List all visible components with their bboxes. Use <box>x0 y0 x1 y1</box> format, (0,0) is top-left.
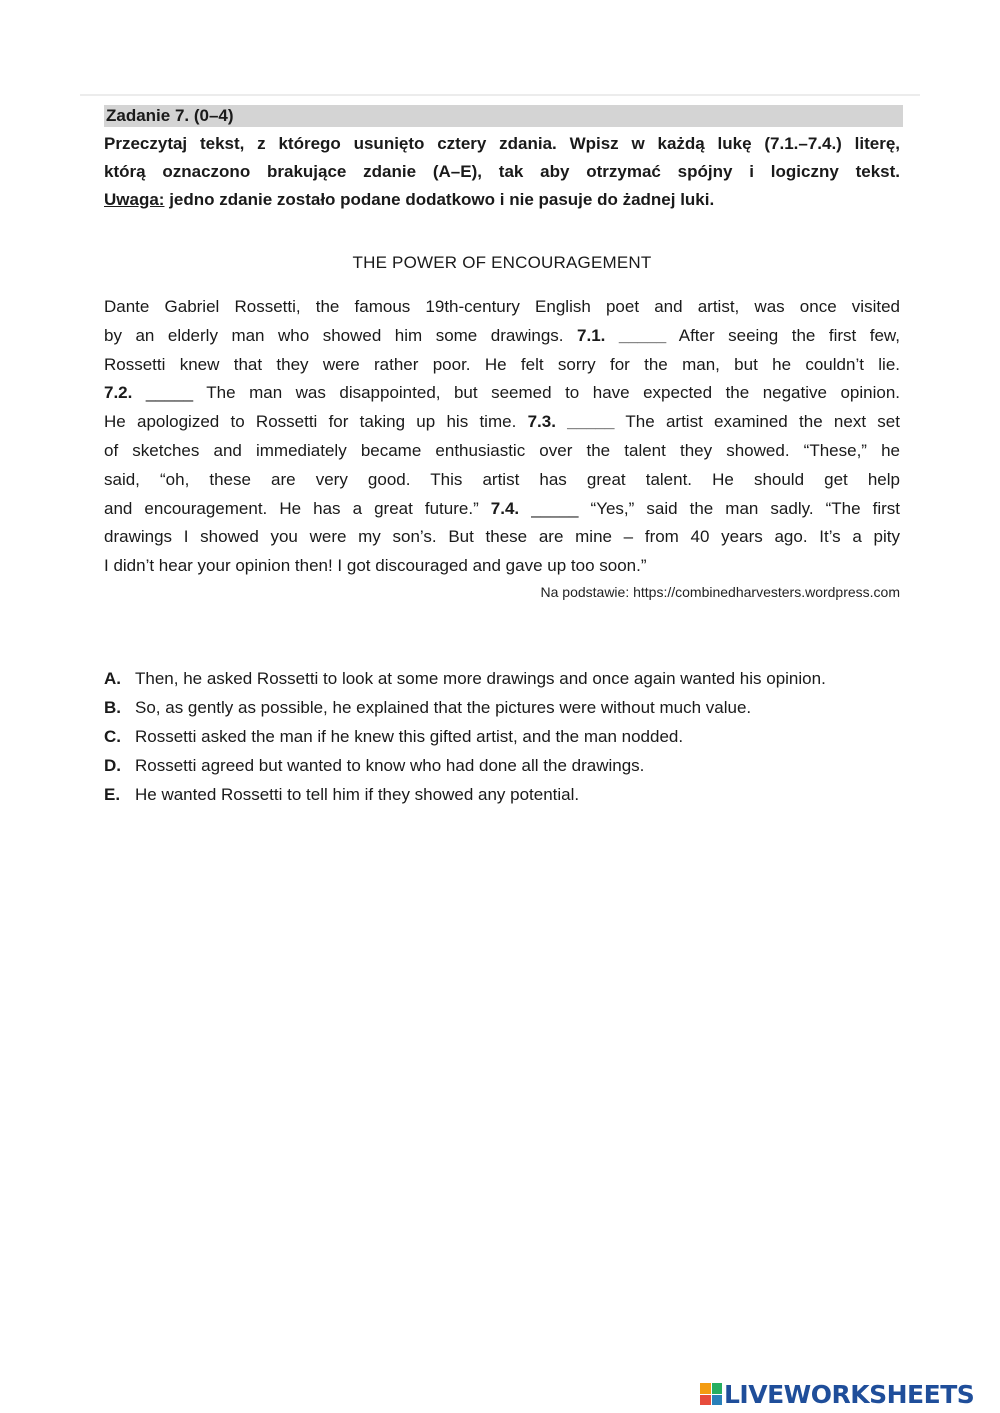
passage-text: After seeing the first few, <box>666 325 900 345</box>
passage-line: Dante Gabriel Rossetti, the famous 19th-century English poet and artist, was once visited <box>104 297 900 316</box>
source-citation: Na podstawie: https://combinedharvesters.wordpress.com <box>540 584 900 600</box>
option-letter: A. <box>104 669 121 688</box>
option-c <box>104 722 900 751</box>
instruction-line: Przeczytaj tekst, z którego usunięto cztery zdania. Wpisz w każdą lukę (7.1.–7.4.) literę, <box>104 134 900 153</box>
task-instructions <box>104 130 900 214</box>
option-text: Rossetti agreed but wanted to know who had done all the drawings. <box>135 756 645 775</box>
liveworksheets-logo-icon <box>700 1383 722 1405</box>
passage-text: by an elderly man who showed him some drawings. <box>104 325 578 345</box>
passage-text: He apologized to Rossetti for taking up his time. <box>104 412 528 432</box>
reading-passage <box>104 293 900 581</box>
liveworksheets-brand[interactable] <box>700 1378 974 1410</box>
option-letter: B. <box>104 698 121 717</box>
instruction-line: którą oznaczono brakujące zdanie (A–E), tak aby otrzymać spójny i logiczny tekst. <box>104 162 900 181</box>
option-letter: C. <box>104 727 121 746</box>
passage-line <box>104 408 900 437</box>
uwaga-label: Uwaga: <box>104 190 165 209</box>
gap-7-4: 7.4. <box>490 498 520 518</box>
option-text: So, as gently as possible, he explained that the pictures were without much value. <box>135 698 752 717</box>
instruction-note <box>104 186 900 214</box>
passage-text: and encouragement. He has a great future.” <box>104 498 491 518</box>
passage-line <box>104 322 900 351</box>
passage-line: drawings I showed you were my son’s. But these are mine – from 40 years ago. It’s a pity <box>104 527 900 547</box>
task-header: Zadanie 7. (0–4) <box>104 105 903 127</box>
passage-line: of sketches and immediately became enthusiastic over the talent they showed. “These,” he <box>104 440 900 460</box>
gap-7-2: 7.2. <box>104 383 133 403</box>
passage-text: _____ “Yes,” said the man sadly. “The first <box>519 498 901 518</box>
uwaga-text: jedno zdanie zostało podane dodatkowo i nie pasuje do żadnej luki. <box>164 190 715 209</box>
passage-line: I didn’t hear your opinion then! I got discouraged and gave up too soon.” <box>104 556 647 576</box>
brand-name: LIVEWORKSHEETS <box>724 1379 975 1409</box>
passage-line: said, “oh, these are very good. This artist has great talent. He should get help <box>104 469 900 489</box>
option-d <box>104 751 900 780</box>
gap-7-3: 7.3. _____ <box>527 412 615 432</box>
option-text: He wanted Rossetti to tell him if they showed any potential. <box>135 785 580 804</box>
option-letter: E. <box>104 785 121 804</box>
passage-line: Rossetti knew that they were rather poor. He felt sorry for the man, but he couldn’t lie. <box>104 354 900 374</box>
gap-7-1: 7.1. _____ <box>577 325 667 345</box>
option-e <box>104 780 900 809</box>
passage-line <box>104 495 900 524</box>
option-letter: D. <box>104 756 121 775</box>
option-text: Rossetti asked the man if he knew this gifted artist, and the man nodded. <box>135 727 684 746</box>
passage-line <box>104 379 900 408</box>
option-b <box>104 693 900 722</box>
answer-options <box>104 664 900 809</box>
option-a <box>104 664 900 693</box>
passage-text: The artist examined the next set <box>614 412 900 432</box>
passage-title: THE POWER OF ENCOURAGEMENT <box>352 253 652 272</box>
passage-text: _____ The man was disappointed, but seemed to have expected the negative opinion. <box>132 383 900 403</box>
option-text: Then, he asked Rossetti to look at some more drawings and once again wanted his opinion. <box>135 669 826 688</box>
page-top-divider <box>80 94 920 96</box>
